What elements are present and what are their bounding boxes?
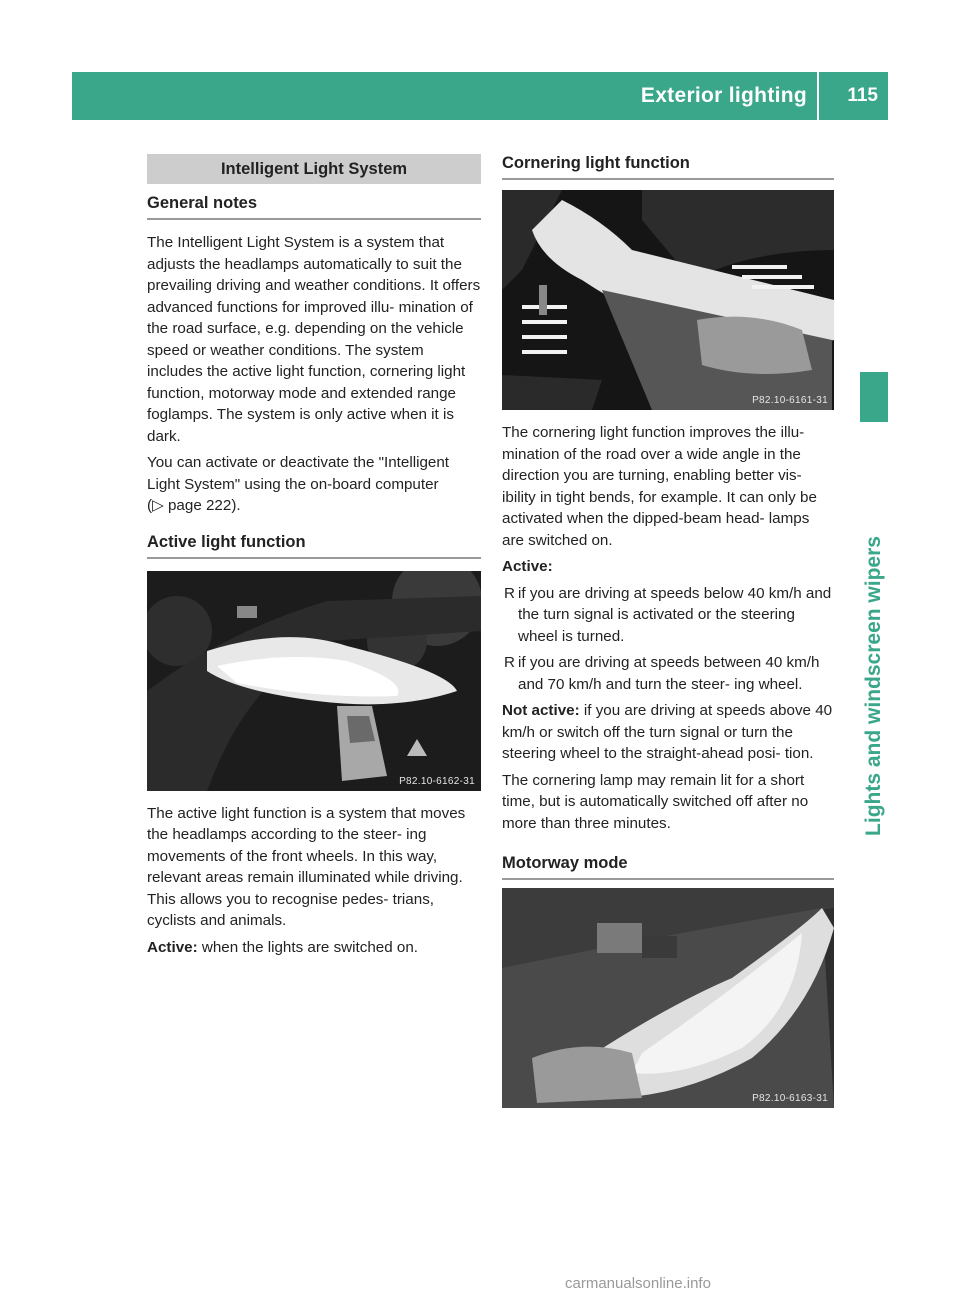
cornering-lamp-note: The cornering lamp may remain lit for a short time, but is automatically switched off after no more than three minutes.	[502, 771, 809, 832]
chapter-tab-marker	[860, 372, 888, 422]
image-code: P82.10-6161-31	[752, 395, 828, 406]
not-active-paragraph	[502, 700, 834, 765]
chapter-side-label: Lights and windscreen wipers	[862, 536, 885, 836]
image-code: P82.10-6163-31	[752, 1093, 828, 1104]
active-light-illustration	[147, 571, 481, 791]
not-active-label: Not active:	[502, 702, 580, 719]
motorway-mode-illustration	[502, 888, 834, 1108]
active-light-paragraph: The active light function is a system that moves the headlamps according to the steer- ing movements of the front wheels. In this way, relevant areas remain illuminated while driving. This allows you to recognise pedes- trians, cyclists and animals.	[147, 804, 466, 929]
section-title: Intelligent Light System	[147, 154, 481, 184]
bullet-icon: R	[504, 584, 515, 602]
activate-text: You can activate or deactivate the "Intelligent Light System" using the on-board computer	[147, 454, 450, 493]
cornering-light-paragraph: The cornering light function improves the illu- mination of the road over a wide angle in the direction you are turning, enabling better vis- ibility in tight bends, for example. It can only be activated when the dipped-beam head- lamps are switched on.	[502, 424, 817, 549]
cornering-light-illustration	[502, 190, 834, 410]
cornering-active-label	[502, 556, 834, 578]
motorway-mode-heading: Motorway mode	[502, 854, 834, 880]
left-column	[147, 150, 481, 963]
list-item	[502, 652, 834, 695]
active-light-heading: Active light function	[147, 533, 481, 559]
general-notes-activate-paragraph: You can activate or deactivate the "Intelligent Light System" using the on-board computer (▷ page 222).	[147, 454, 450, 514]
page-reference-link[interactable]: page 222).	[167, 497, 241, 514]
not-active-text: if you are driving at speeds above 40 km/h or switch off the turn signal or turn the steering wheel to the straight-ahead posi- tion.	[502, 702, 833, 762]
page-ref-arrow-icon: ▷	[152, 497, 164, 514]
active-label: Active:	[147, 938, 198, 956]
image-code: P82.10-6162-31	[399, 775, 475, 787]
active-light-condition	[147, 937, 481, 959]
active-label: Active:	[502, 558, 553, 575]
list-item	[502, 583, 834, 648]
chapter-title: Exterior lighting	[641, 72, 819, 120]
watermark: carmanualsonline.info	[565, 1275, 711, 1292]
right-column	[502, 150, 834, 1108]
page-number: 115	[847, 85, 878, 106]
general-notes-paragraph: The Intelligent Light System is a system that adjusts the headlamps automatically to suit the prevailing driving and weather conditions. It offers advanced functions for improved illu- mination of the road surface, e.g. depending on the vehicle speed or weather conditions. The system includes the active light function, cornering light function, motorway mode and extended range foglamps. The system is only active when it is dark.	[147, 234, 481, 445]
page-header	[72, 72, 888, 120]
bullet-text: if you are driving at speeds between 40 km/h and 70 km/h and turn the steer- ing wheel.	[518, 654, 820, 693]
cornering-light-heading: Cornering light function	[502, 154, 834, 180]
active-condition-text: when the lights are switched on.	[197, 938, 419, 956]
bullet-icon: R	[504, 654, 515, 671]
general-notes-heading: General notes	[147, 194, 481, 220]
bullet-text: if you are driving at speeds below 40 km/h and the turn signal is activated or the steering wheel is turned.	[518, 584, 832, 645]
